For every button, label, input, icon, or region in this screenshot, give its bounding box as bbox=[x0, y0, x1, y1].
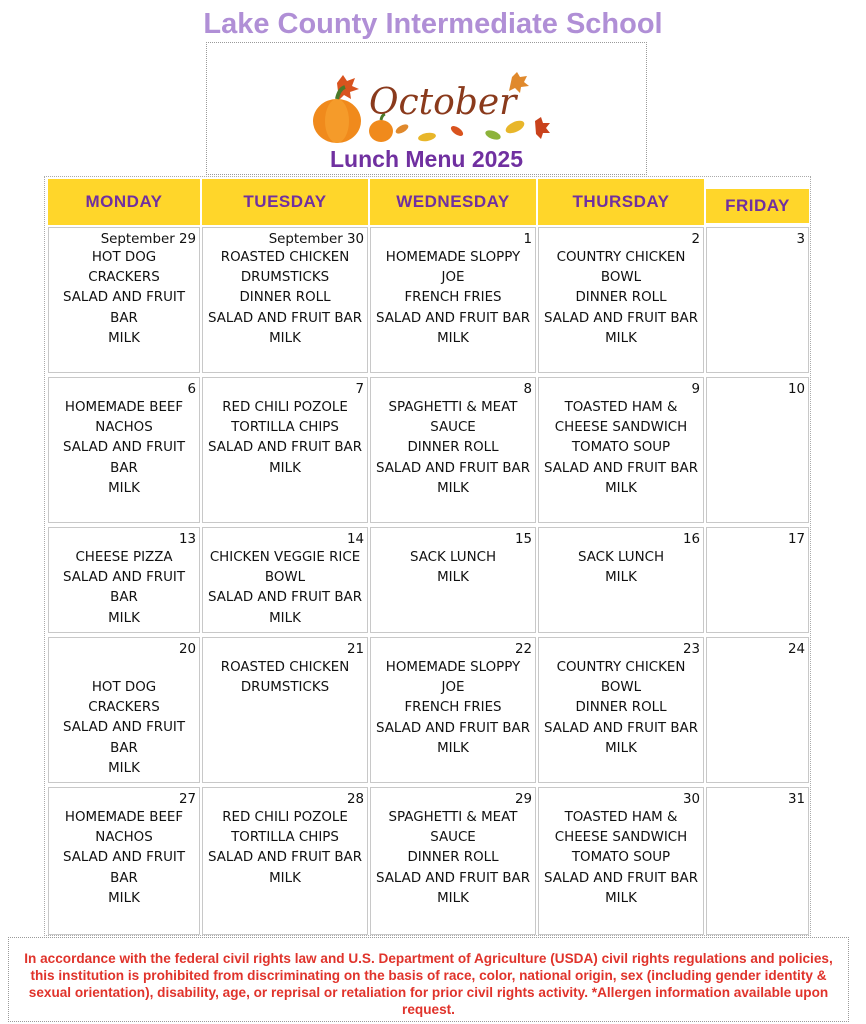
menu-day-cell bbox=[370, 377, 536, 523]
menu-item: JOE bbox=[441, 270, 465, 286]
menu-calendar bbox=[44, 176, 811, 936]
day-header-wednesday: WEDNESDAY bbox=[370, 179, 536, 225]
menu-item: TOASTED HAM & bbox=[564, 810, 678, 825]
menu-item: SALAD AND FRUIT bbox=[62, 850, 186, 866]
menu-item: SALAD AND FRUIT bbox=[62, 290, 186, 306]
menu-item: SALAD AND FRUIT BAR bbox=[544, 460, 698, 476]
menu-items bbox=[205, 398, 365, 479]
menu-items bbox=[205, 658, 365, 698]
menu-items bbox=[51, 248, 197, 349]
menu-items bbox=[205, 808, 365, 889]
menu-item: CRACKERS bbox=[88, 270, 160, 286]
menu-item: DRUMSTICKS bbox=[240, 270, 330, 286]
menu-item: SALAD AND FRUIT BAR bbox=[208, 440, 362, 456]
banner-box bbox=[206, 42, 647, 175]
date-number: 6 bbox=[187, 382, 196, 397]
menu-item: SPAGHETTI & MEAT bbox=[388, 400, 518, 415]
menu-day-cell bbox=[370, 527, 536, 633]
menu-item: BAR bbox=[110, 590, 138, 606]
menu-item: BAR bbox=[110, 310, 138, 326]
date-number: 13 bbox=[178, 532, 196, 547]
menu-day-cell bbox=[370, 227, 536, 373]
menu-items bbox=[541, 248, 701, 349]
menu-item: MILK bbox=[269, 610, 301, 626]
menu-day-cell bbox=[202, 227, 368, 373]
menu-items bbox=[373, 808, 533, 909]
menu-item: CHICKEN VEGGIE RICE bbox=[209, 550, 361, 565]
menu-items bbox=[541, 658, 701, 759]
menu-day-cell bbox=[538, 527, 704, 633]
date-number: 1 bbox=[523, 232, 532, 247]
menu-item: MILK bbox=[437, 890, 469, 906]
date-number: 28 bbox=[346, 792, 364, 807]
date-number: 15 bbox=[514, 532, 532, 547]
menu-item: SAUCE bbox=[430, 420, 476, 436]
day-header-tuesday: TUESDAY bbox=[202, 179, 368, 225]
menu-item: SACK LUNCH bbox=[409, 550, 497, 565]
menu-day-cell bbox=[202, 377, 368, 523]
school-title: Lake County Intermediate School bbox=[203, 8, 663, 40]
menu-item: TOMATO SOUP bbox=[571, 440, 671, 456]
menu-item: MILK bbox=[108, 330, 140, 346]
menu-day-cell bbox=[202, 787, 368, 935]
menu-item: NACHOS bbox=[95, 830, 153, 846]
menu-items bbox=[51, 808, 197, 909]
menu-item: CRACKERS bbox=[88, 700, 160, 716]
date-number: September 30 bbox=[268, 232, 364, 247]
menu-day-cell bbox=[538, 787, 704, 935]
menu-item: MILK bbox=[437, 740, 469, 756]
date-number: 16 bbox=[682, 532, 700, 547]
menu-item: CHEESE SANDWICH bbox=[554, 420, 688, 436]
menu-item: MILK bbox=[437, 330, 469, 346]
menu-item: SACK LUNCH bbox=[577, 550, 665, 565]
menu-item: MILK bbox=[437, 570, 469, 586]
menu-item: BAR bbox=[110, 740, 138, 756]
menu-items bbox=[373, 658, 533, 759]
menu-subtitle: Lunch Menu 2025 bbox=[330, 146, 523, 172]
menu-items bbox=[373, 548, 533, 588]
menu-items bbox=[51, 658, 197, 779]
menu-item: SALAD AND FRUIT BAR bbox=[544, 720, 698, 736]
menu-day-cell bbox=[538, 637, 704, 783]
svg-text:October: October bbox=[369, 82, 517, 123]
menu-items bbox=[541, 548, 701, 588]
menu-item: TOMATO SOUP bbox=[571, 850, 671, 866]
menu-item: MILK bbox=[605, 740, 637, 756]
menu-item: DINNER ROLL bbox=[239, 290, 331, 306]
menu-item: HOMEMADE SLOPPY bbox=[385, 250, 521, 265]
october-banner-image bbox=[307, 69, 557, 145]
menu-item: JOE bbox=[441, 680, 465, 696]
date-number: 8 bbox=[523, 382, 532, 397]
menu-item: MILK bbox=[269, 460, 301, 476]
day-header-monday: MONDAY bbox=[48, 179, 200, 225]
menu-day-cell bbox=[538, 377, 704, 523]
menu-day-cell bbox=[706, 787, 809, 935]
menu-day-cell bbox=[706, 637, 809, 783]
menu-item: SALAD AND FRUIT BAR bbox=[376, 870, 530, 886]
menu-item: BOWL bbox=[600, 680, 642, 696]
menu-item: TORTILLA CHIPS bbox=[231, 420, 339, 436]
date-number: 14 bbox=[346, 532, 364, 547]
menu-day-cell bbox=[370, 637, 536, 783]
menu-item: SALAD AND FRUIT BAR bbox=[376, 720, 530, 736]
menu-item: MILK bbox=[269, 330, 301, 346]
menu-item: SALAD AND FRUIT BAR bbox=[208, 310, 362, 326]
menu-item: SPAGHETTI & MEAT bbox=[388, 810, 518, 825]
menu-item: BOWL bbox=[600, 270, 642, 286]
date-number: 21 bbox=[346, 642, 364, 657]
menu-day-cell bbox=[706, 227, 809, 373]
date-number: 22 bbox=[514, 642, 532, 657]
date-number: 24 bbox=[787, 642, 805, 657]
menu-item: SALAD AND FRUIT BAR bbox=[208, 850, 362, 866]
menu-item: SALAD AND FRUIT BAR bbox=[544, 870, 698, 886]
date-number: 7 bbox=[355, 382, 364, 397]
menu-item: MILK bbox=[605, 480, 637, 496]
date-number: 17 bbox=[787, 532, 805, 547]
menu-items bbox=[541, 808, 701, 909]
menu-items bbox=[373, 248, 533, 349]
menu-item: DINNER ROLL bbox=[407, 440, 499, 456]
menu-item: DINNER ROLL bbox=[575, 700, 667, 716]
menu-day-cell bbox=[706, 527, 809, 633]
date-number: 29 bbox=[514, 792, 532, 807]
menu-item: SALAD AND FRUIT BAR bbox=[376, 460, 530, 476]
menu-day-cell bbox=[48, 227, 200, 373]
date-number: 23 bbox=[682, 642, 700, 657]
menu-day-cell bbox=[202, 637, 368, 783]
menu-day-cell bbox=[706, 377, 809, 523]
menu-day-cell bbox=[48, 527, 200, 633]
menu-item: CHEESE PIZZA bbox=[75, 550, 173, 565]
day-header-thursday: THURSDAY bbox=[538, 179, 704, 225]
date-number: 31 bbox=[787, 792, 805, 807]
menu-item bbox=[51, 658, 197, 678]
menu-items bbox=[205, 248, 365, 349]
menu-item: TOASTED HAM & bbox=[564, 400, 678, 415]
menu-item: TORTILLA CHIPS bbox=[231, 830, 339, 846]
menu-item: ROASTED CHICKEN bbox=[220, 660, 350, 675]
menu-item: DINNER ROLL bbox=[407, 850, 499, 866]
menu-items bbox=[541, 398, 701, 499]
menu-item: MILK bbox=[605, 330, 637, 346]
menu-item: MILK bbox=[605, 570, 637, 586]
menu-item: MILK bbox=[437, 480, 469, 496]
menu-item: BOWL bbox=[264, 570, 306, 586]
menu-item: FRENCH FRIES bbox=[404, 290, 502, 306]
menu-items bbox=[205, 548, 365, 629]
menu-item: SALAD AND FRUIT BAR bbox=[376, 310, 530, 326]
menu-items bbox=[51, 398, 197, 499]
menu-day-cell bbox=[48, 637, 200, 783]
menu-item: ROASTED CHICKEN bbox=[220, 250, 350, 265]
menu-day-cell bbox=[538, 227, 704, 373]
menu-item: HOT DOG bbox=[91, 680, 157, 695]
menu-item: COUNTRY CHICKEN bbox=[556, 250, 686, 265]
date-number: 27 bbox=[178, 792, 196, 807]
date-number: September 29 bbox=[100, 232, 196, 247]
menu-day-cell bbox=[48, 787, 200, 935]
menu-item: BAR bbox=[110, 870, 138, 886]
menu-item: HOMEMADE BEEF bbox=[64, 400, 184, 415]
menu-item: BAR bbox=[110, 460, 138, 476]
menu-item: SAUCE bbox=[430, 830, 476, 846]
civil-rights-notice: In accordance with the federal civil rights law and U.S. Department of Agriculture (USDA) civil rights regulations and policies, this institution is prohibited from discriminating on the basis of race, color, national origin, sex (including gender identity & sexual orientation), disability, age, or reprisal or retaliation for prior civil rights activity. *Allergen information available upon request. bbox=[8, 937, 849, 1022]
date-number: 3 bbox=[796, 232, 805, 247]
day-header-friday: FRIDAY bbox=[706, 189, 809, 223]
menu-item: SALAD AND FRUIT BAR bbox=[208, 590, 362, 606]
date-number: 20 bbox=[178, 642, 196, 657]
menu-item: MILK bbox=[108, 760, 140, 776]
menu-items bbox=[51, 548, 197, 629]
menu-item: CHEESE SANDWICH bbox=[554, 830, 688, 846]
menu-day-cell bbox=[202, 527, 368, 633]
date-number: 10 bbox=[787, 382, 805, 397]
menu-day-cell bbox=[48, 377, 200, 523]
menu-day-cell bbox=[370, 787, 536, 935]
menu-item: RED CHILI POZOLE bbox=[222, 810, 348, 825]
menu-item: NACHOS bbox=[95, 420, 153, 436]
date-number: 30 bbox=[682, 792, 700, 807]
menu-item: MILK bbox=[108, 610, 140, 626]
menu-item: MILK bbox=[108, 890, 140, 906]
menu-item: MILK bbox=[605, 890, 637, 906]
menu-item: DINNER ROLL bbox=[575, 290, 667, 306]
date-number: 2 bbox=[691, 232, 700, 247]
menu-item: HOMEMADE SLOPPY bbox=[385, 660, 521, 675]
menu-item: COUNTRY CHICKEN bbox=[556, 660, 686, 675]
menu-item: RED CHILI POZOLE bbox=[222, 400, 348, 415]
menu-item: MILK bbox=[269, 870, 301, 886]
menu-item: SALAD AND FRUIT BAR bbox=[544, 310, 698, 326]
menu-items bbox=[373, 398, 533, 499]
menu-item: FRENCH FRIES bbox=[404, 700, 502, 716]
menu-item: SALAD AND FRUIT bbox=[62, 570, 186, 586]
menu-item: HOMEMADE BEEF bbox=[64, 810, 184, 825]
menu-item: HOT DOG bbox=[91, 250, 157, 265]
menu-item: MILK bbox=[108, 480, 140, 496]
menu-item: SALAD AND FRUIT bbox=[62, 720, 186, 736]
menu-item: DRUMSTICKS bbox=[240, 680, 330, 696]
menu-item: SALAD AND FRUIT bbox=[62, 440, 186, 456]
date-number: 9 bbox=[691, 382, 700, 397]
